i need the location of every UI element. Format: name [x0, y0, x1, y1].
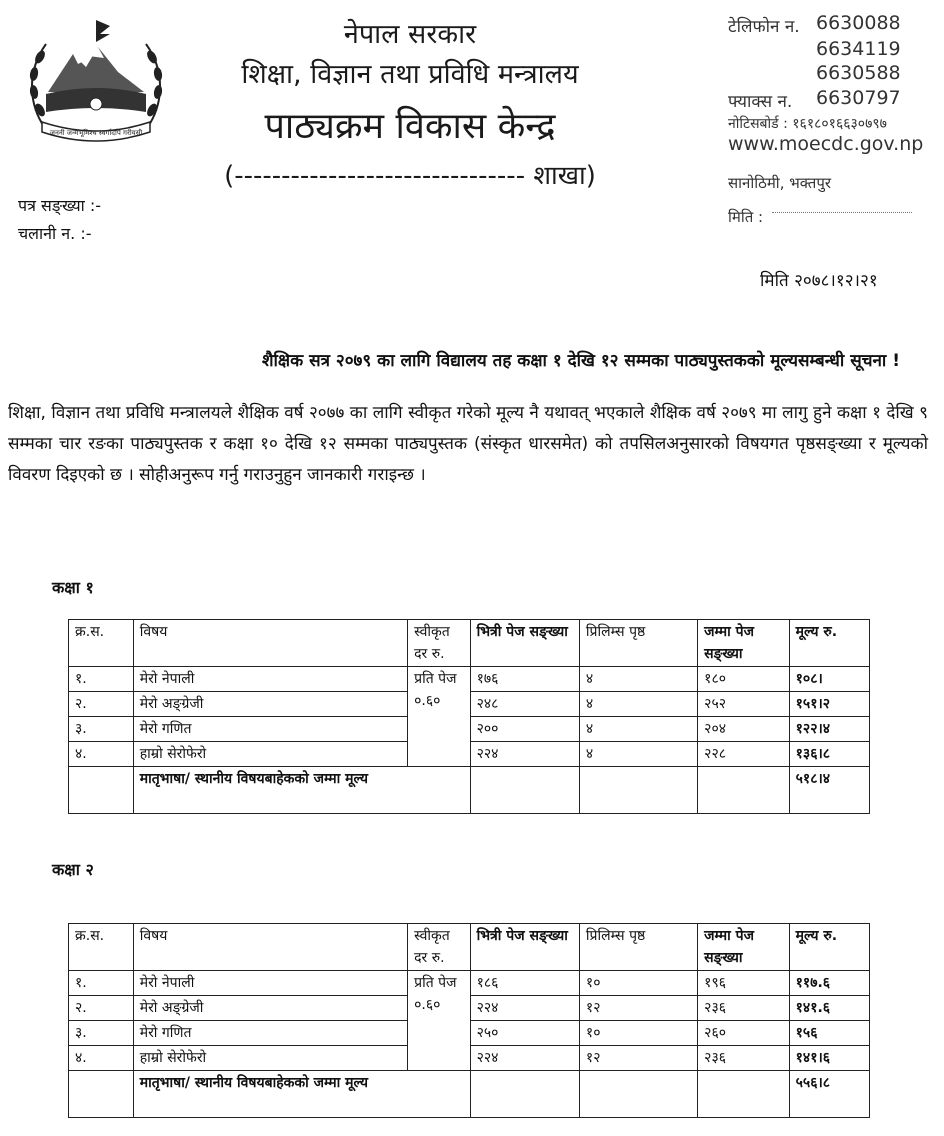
table-total-row	[69, 1071, 870, 1118]
table-total-row	[69, 767, 870, 814]
cell-empty	[698, 767, 789, 814]
total-price: ५१८।४	[789, 767, 869, 814]
notice-title: शैक्षिक सत्र २०७९ का लागि विद्यालय तह कक्षा १ देखि १२ सम्मका पाठ्यपुस्तकको मूल्यसम्बन्धी सूचना !	[261, 351, 900, 371]
cell-price: १५१।२	[789, 692, 869, 717]
cell-prelims: ४	[579, 717, 697, 742]
cell-prelims: ४	[579, 667, 697, 692]
cell-inner: २२४	[470, 1046, 579, 1071]
cell-price: १४१.६	[789, 996, 869, 1021]
cell-subject: मेरो गणित	[133, 717, 407, 742]
cell-subject: मेरो अङ्ग्रेजी	[133, 996, 407, 1021]
header-subject: विषय	[133, 924, 407, 971]
emblem-motto: जननी जन्मभूमिश्च स्वर्गादपि गरीयसी	[49, 129, 143, 137]
website-link[interactable]: www.moecdc.gov.np	[728, 133, 924, 155]
address: सानोठिमी, भक्तपुर	[728, 174, 832, 192]
cell-inner: १८६	[470, 971, 579, 996]
header-rate: स्वीकृत दर रु.	[408, 620, 470, 667]
header-rate: स्वीकृत दर रु.	[408, 924, 470, 971]
cell-inner: २२४	[470, 996, 579, 1021]
government-title: नेपाल सरकार	[343, 19, 477, 50]
notice-board-number: नोटिसबोर्ड : १६१८०१६६३०७९७	[728, 116, 887, 132]
dispatch-number-label: चलानी न. :-	[18, 224, 92, 243]
cell-prelims: १०	[579, 971, 697, 996]
cell-sn: २.	[69, 692, 134, 717]
header-prelims: प्रिलिम्स पृष्ठ	[579, 620, 697, 667]
table-row	[69, 971, 870, 996]
ministry-title: शिक्षा, विज्ञान तथा प्रविधि मन्त्रालय	[241, 59, 579, 90]
cell-price: १०८।	[789, 667, 869, 692]
header-sn: क्र.स.	[69, 620, 134, 667]
header-sn: क्र.स.	[69, 924, 134, 971]
price-table	[68, 619, 870, 814]
class-heading: कक्षा १	[52, 578, 94, 597]
cell-price: १३६।८	[789, 742, 869, 767]
header-price: मूल्य रु.	[789, 924, 869, 971]
total-label: मातृभाषा/ स्थानीय विषयबाहेकको जम्मा मूल्य	[133, 1071, 470, 1118]
cell-empty	[579, 767, 697, 814]
cell-sn: ४.	[69, 1046, 134, 1071]
cell-prelims: १२	[579, 996, 697, 1021]
cell-rate: प्रति पेज ०.६०	[408, 667, 470, 767]
cell-empty	[69, 767, 134, 814]
cell-sn: ४.	[69, 742, 134, 767]
total-label: मातृभाषा/ स्थानीय विषयबाहेकको जम्मा मूल्य	[133, 767, 470, 814]
cell-subject: मेरो अङ्ग्रेजी	[133, 692, 407, 717]
cell-price: १५६	[789, 1021, 869, 1046]
cell-rate: प्रति पेज ०.६०	[408, 971, 470, 1071]
cell-empty	[470, 767, 579, 814]
fax-number: 6630797	[816, 87, 901, 109]
center-title: पाठ्यक्रम विकास केन्द्र	[264, 106, 556, 147]
date-label: मिति :	[728, 208, 764, 226]
telephone-number: 6630088	[816, 12, 901, 34]
cell-inner: २४८	[470, 692, 579, 717]
cell-price: ११७.६	[789, 971, 869, 996]
cell-sn: १.	[69, 971, 134, 996]
cell-subject: मेरो गणित	[133, 1021, 407, 1046]
telephone-number: 6630588	[816, 62, 901, 84]
cell-prelims: ४	[579, 692, 697, 717]
cell-sn: ३.	[69, 1021, 134, 1046]
cell-sn: ३.	[69, 717, 134, 742]
price-table	[68, 923, 870, 1118]
cell-empty	[698, 1071, 789, 1118]
document-date: मिति २०७८।१२।२१	[760, 271, 878, 291]
class-heading: कक्षा २	[52, 860, 94, 879]
date-line	[772, 212, 912, 213]
fax-label: फ्याक्स न.	[728, 92, 793, 112]
cell-total: २०४	[698, 717, 789, 742]
cell-total: २५२	[698, 692, 789, 717]
cell-subject: हाम्रो सेरोफेरो	[133, 742, 407, 767]
cell-total: १९६	[698, 971, 789, 996]
header-subject: विषय	[133, 620, 407, 667]
cell-prelims: ४	[579, 742, 697, 767]
letter-number-label: पत्र सङ्ख्या :-	[18, 196, 102, 215]
cell-inner: २२४	[470, 742, 579, 767]
cell-empty	[69, 1071, 134, 1118]
cell-subject: मेरो नेपाली	[133, 667, 407, 692]
cell-prelims: १०	[579, 1021, 697, 1046]
table-header-row	[69, 620, 870, 667]
cell-subject: हाम्रो सेरोफेरो	[133, 1046, 407, 1071]
cell-inner: १७६	[470, 667, 579, 692]
cell-total: २३६	[698, 1046, 789, 1071]
header-price: मूल्य रु.	[789, 620, 869, 667]
cell-price: १४१।६	[789, 1046, 869, 1071]
header-total-pages: जम्मा पेज सङ्ख्या	[698, 620, 789, 667]
cell-subject: मेरो नेपाली	[133, 971, 407, 996]
total-price: ५५६।८	[789, 1071, 869, 1118]
cell-sn: १.	[69, 667, 134, 692]
cell-empty	[470, 1071, 579, 1118]
cell-total: १८०	[698, 667, 789, 692]
branch-line: (------------------------------- शाखा)	[224, 161, 596, 191]
header-inner-pages: भित्री पेज सङ्ख्या	[470, 620, 579, 667]
cell-total: २६०	[698, 1021, 789, 1046]
nepal-emblem-icon	[18, 12, 174, 152]
cell-total: २३६	[698, 996, 789, 1021]
notice-body: शिक्षा, विज्ञान तथा प्रविधि मन्त्रालयले शैक्षिक वर्ष २०७७ का लागि स्वीकृत गरेको मूल्य नै यथावत् भएकाले शैक्षिक वर्ष २०७९ मा लागु हुने कक्षा १ देखि ९ सम्मका चार रङका पाठ्यपुस्तक र कक्षा १० देखि १२ सम्मका पाठ्यपुस्तक (संस्कृत धारसमेत) को तपसिलअनुसारको विषयगत पृष्ठसङ्ख्या र मूल्यको विवरण दिइएको छ । सोहीअनुरूप गर्नु गराउनुहुन जानकारी गराइन्छ ।	[8, 403, 928, 485]
header-prelims: प्रिलिम्स पृष्ठ	[579, 924, 697, 971]
cell-empty	[579, 1071, 697, 1118]
cell-total: २२८	[698, 742, 789, 767]
cell-inner: २५०	[470, 1021, 579, 1046]
cell-inner: २००	[470, 717, 579, 742]
table-row	[69, 667, 870, 692]
cell-sn: २.	[69, 996, 134, 1021]
telephone-label: टेलिफोन न.	[728, 17, 800, 37]
table-header-row	[69, 924, 870, 971]
header-total-pages: जम्मा पेज सङ्ख्या	[698, 924, 789, 971]
header-inner-pages: भित्री पेज सङ्ख्या	[470, 924, 579, 971]
cell-prelims: १२	[579, 1046, 697, 1071]
telephone-number: 6634119	[816, 38, 901, 60]
cell-price: १२२।४	[789, 717, 869, 742]
